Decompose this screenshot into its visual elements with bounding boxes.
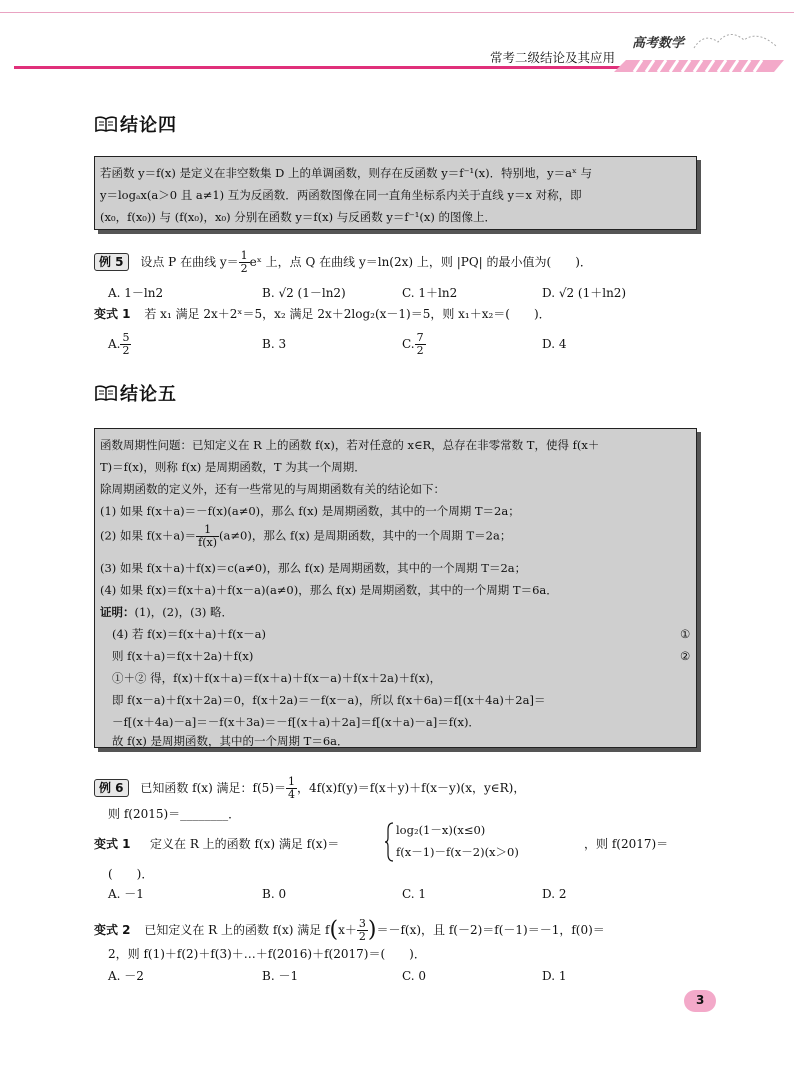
example-6-fraction: $\frac{1}{4}$ xyxy=(288,775,296,801)
variant-1a-option-a-fraction: $\frac{5}{2}$ xyxy=(122,331,130,357)
variant-1b-text-post: ，则 f(2017)＝ xyxy=(584,837,669,851)
header-title: 常考二级结论及其应用 xyxy=(490,50,616,65)
variant-2-option-d: D. 1 xyxy=(542,969,567,983)
variant-1a-question xyxy=(94,306,551,322)
variant-1b-option-d: D. 2 xyxy=(542,887,567,901)
piecewise-case-2: f(x－1)－f(x－2)(x＞0) xyxy=(396,845,519,859)
box5-line-3: 除周期函数的定义外，还有一些常见的与周期函数有关的结论如下： xyxy=(100,482,445,496)
header-cloud-decoration xyxy=(690,28,780,54)
box5-proof-5: －f[(x＋4a)－a]＝－f(x＋3a)＝－f[(x＋a)＋2a]＝f[(x＋a)－a]＝f(x)． xyxy=(112,715,480,729)
example-5-text-post: eˣ 上，点 Q 在曲线 y＝ln(2x) 上，则 |PQ| 的最小值为( )． xyxy=(249,255,592,269)
box4-line-2: y＝logₐx(a＞0 且 a≠1) 互为反函数．两函数图像在同一直角坐标系内关于直线 y＝x 对称，即 xyxy=(100,188,582,202)
box5-proof-1-mark: ① xyxy=(680,627,691,641)
example-6-question xyxy=(94,776,525,801)
variant-1b-label: 变式 1 xyxy=(94,837,131,851)
box5-proof-2: 则 f(x＋a)＝f(x＋2a)＋f(x) xyxy=(112,649,254,663)
example-6-tag: 例 6 xyxy=(94,779,129,797)
box5-proof-3: ①＋② 得，f(x)＋f(x＋a)＝f(x＋a)＋f(x－a)＋f(x＋2a)＋f(x)， xyxy=(112,671,442,685)
example-6-text-pre: 已知函数 f(x) 满足：f(5)＝ xyxy=(140,781,287,795)
variant-2-line-2: 2，则 f(1)＋f(2)＋f(3)＋…＋f(2016)＋f(2017)＝( )． xyxy=(108,947,426,961)
book-icon xyxy=(94,384,118,402)
box4-line-1: 若函数 y＝f(x) 是定义在非空数集 D 上的单调函数，则存在反函数 y＝f⁻¹(x)．特别地，y＝aˣ 与 xyxy=(100,166,592,180)
variant-1b-text-pre: 定义在 R 上的函数 f(x) 满足 f(x)＝ xyxy=(150,837,340,851)
variant-1b-option-c: C. 1 xyxy=(402,887,427,901)
piecewise-case-1: log₂(1－x)(x≤0) xyxy=(396,823,486,837)
box5-fraction: $\frac{1}{f(x)}$ xyxy=(198,523,218,549)
box5-line-2: T)＝f(x)，则称 f(x) 是周期函数，T 为其一个周期． xyxy=(100,460,366,474)
box5-line-1: 函数周期性问题：已知定义在 R 上的函数 f(x)，若对任意的 x∈R，总存在非零常数 T，使得 f(x＋ xyxy=(100,438,600,452)
variant-1a-option-b: B. 3 xyxy=(262,337,287,351)
box5-proof-1: (4) 若 f(x)＝f(x＋a)＋f(x－a) xyxy=(112,627,266,641)
variant-2-paren-open: ( xyxy=(329,917,339,943)
variant-2-paren-close: ) xyxy=(367,917,377,943)
variant-2-label: 变式 2 xyxy=(94,923,131,937)
example-6-text-post: ，4f(x)f(y)＝f(x＋y)＋f(x－y)(x，y∈R)， xyxy=(297,781,526,795)
example-5-text-pre: 设点 P 在曲线 y＝ xyxy=(140,255,239,269)
box5-line-6: (3) 如果 f(x＋a)＋f(x)＝c(a≠0)，那么 f(x) 是周期函数，其中的一个周期 T＝2a； xyxy=(100,561,527,575)
variant-1a-label: 变式 1 xyxy=(94,307,131,321)
variant-1b-paren: ( )． xyxy=(108,867,154,881)
box5-proof-head: 证明：(1)，(2)，(3) 略． xyxy=(100,605,234,619)
variant-1a-option-d: D. 4 xyxy=(542,337,567,351)
variant-2-option-a: A. －2 xyxy=(108,969,144,983)
variant-1b-option-b: B. 0 xyxy=(262,887,287,901)
section-title-4: 结论四 xyxy=(120,115,177,136)
box5-proof-2-mark: ② xyxy=(680,649,691,663)
example-5-option-b: B. √2 (1－ln2) xyxy=(262,286,346,300)
page-number: 3 xyxy=(696,993,705,1007)
proof-label: 证明： xyxy=(100,605,135,619)
variant-1b-option-a: A. －1 xyxy=(108,887,144,901)
section-title-5: 结论五 xyxy=(120,384,177,405)
header-rule xyxy=(14,66,624,69)
box5-proof-6: 故 f(x) 是周期函数，其中的一个周期 T＝6a． xyxy=(112,734,349,748)
variant-1a-option-c-fraction: $\frac{7}{2}$ xyxy=(416,331,424,357)
variant-1a-text: 若 x₁ 满足 2x＋2ˣ＝5，x₂ 满足 2x＋2log₂(x－1)＝5，则 x₁＋x₂＝( )． xyxy=(144,307,551,321)
variant-2-question: 变式 2 已知定义在 R 上的函数 f(x) 满足 f(x＋ $\frac{3}{2}$ )＝－f(x)，且 f(－2)＝f(－1)＝－1，f(0)＝ xyxy=(94,917,605,943)
header-brand: 高考数学 xyxy=(632,36,685,51)
book-icon xyxy=(94,115,118,133)
header-stripes xyxy=(614,60,784,72)
example-5-option-c: C. 1＋ln2 xyxy=(402,286,458,300)
box5-line-4: (1) 如果 f(x＋a)＝－f(x)(a≠0)，那么 f(x) 是周期函数，其中的一个周期 T＝2a； xyxy=(100,504,520,518)
box4-line-3: (x₀，f(x₀)) 与 (f(x₀)，x₀) 分别在函数 y＝f(x) 与反函数 y＝f⁻¹(x) 的图像上． xyxy=(100,210,496,224)
variant-2-fraction: $\frac{3}{2}$ xyxy=(358,917,366,943)
example-5-option-d: D. √2 (1＋ln2) xyxy=(542,286,627,300)
example-5-question xyxy=(94,250,592,275)
example-6-line-2: 则 f(2015)＝________． xyxy=(108,807,241,821)
variant-2-text-pre: 已知定义在 R 上的函数 f(x) 满足 f xyxy=(144,923,330,937)
piecewise-brace xyxy=(384,822,394,862)
box5-line-7: (4) 如果 f(x)＝f(x＋a)＋f(x－a)(a≠0)，那么 f(x) 是周期函数，其中的一个周期 T＝6a． xyxy=(100,583,558,597)
variant-2-option-c: C. 0 xyxy=(402,969,427,983)
header-top-rule xyxy=(0,12,794,13)
example-5-tag: 例 5 xyxy=(94,253,129,271)
example-5-fraction: $\frac{1}{2}$ xyxy=(240,249,248,275)
example-5-option-a: A. 1－ln2 xyxy=(108,286,164,300)
box5-line-5: (2) 如果 f(x＋a)＝ $\frac{1}{f(x)}$ (a≠0)，那么 f(x) 是周期函数，其中的一个周期 T＝2a； xyxy=(100,523,512,549)
variant-2-option-b: B. －1 xyxy=(262,969,299,983)
variant-1a-option-a: A. $\frac{5}{2}$ xyxy=(108,331,130,357)
variant-1a-option-c: C. $\frac{7}{2}$ xyxy=(402,331,424,357)
box5-proof-4: 即 f(x－a)＋f(x＋2a)＝0，f(x＋2a)＝－f(x－a)，所以 f(x＋6a)＝f[(x＋4a)＋2a]＝ xyxy=(112,693,546,707)
